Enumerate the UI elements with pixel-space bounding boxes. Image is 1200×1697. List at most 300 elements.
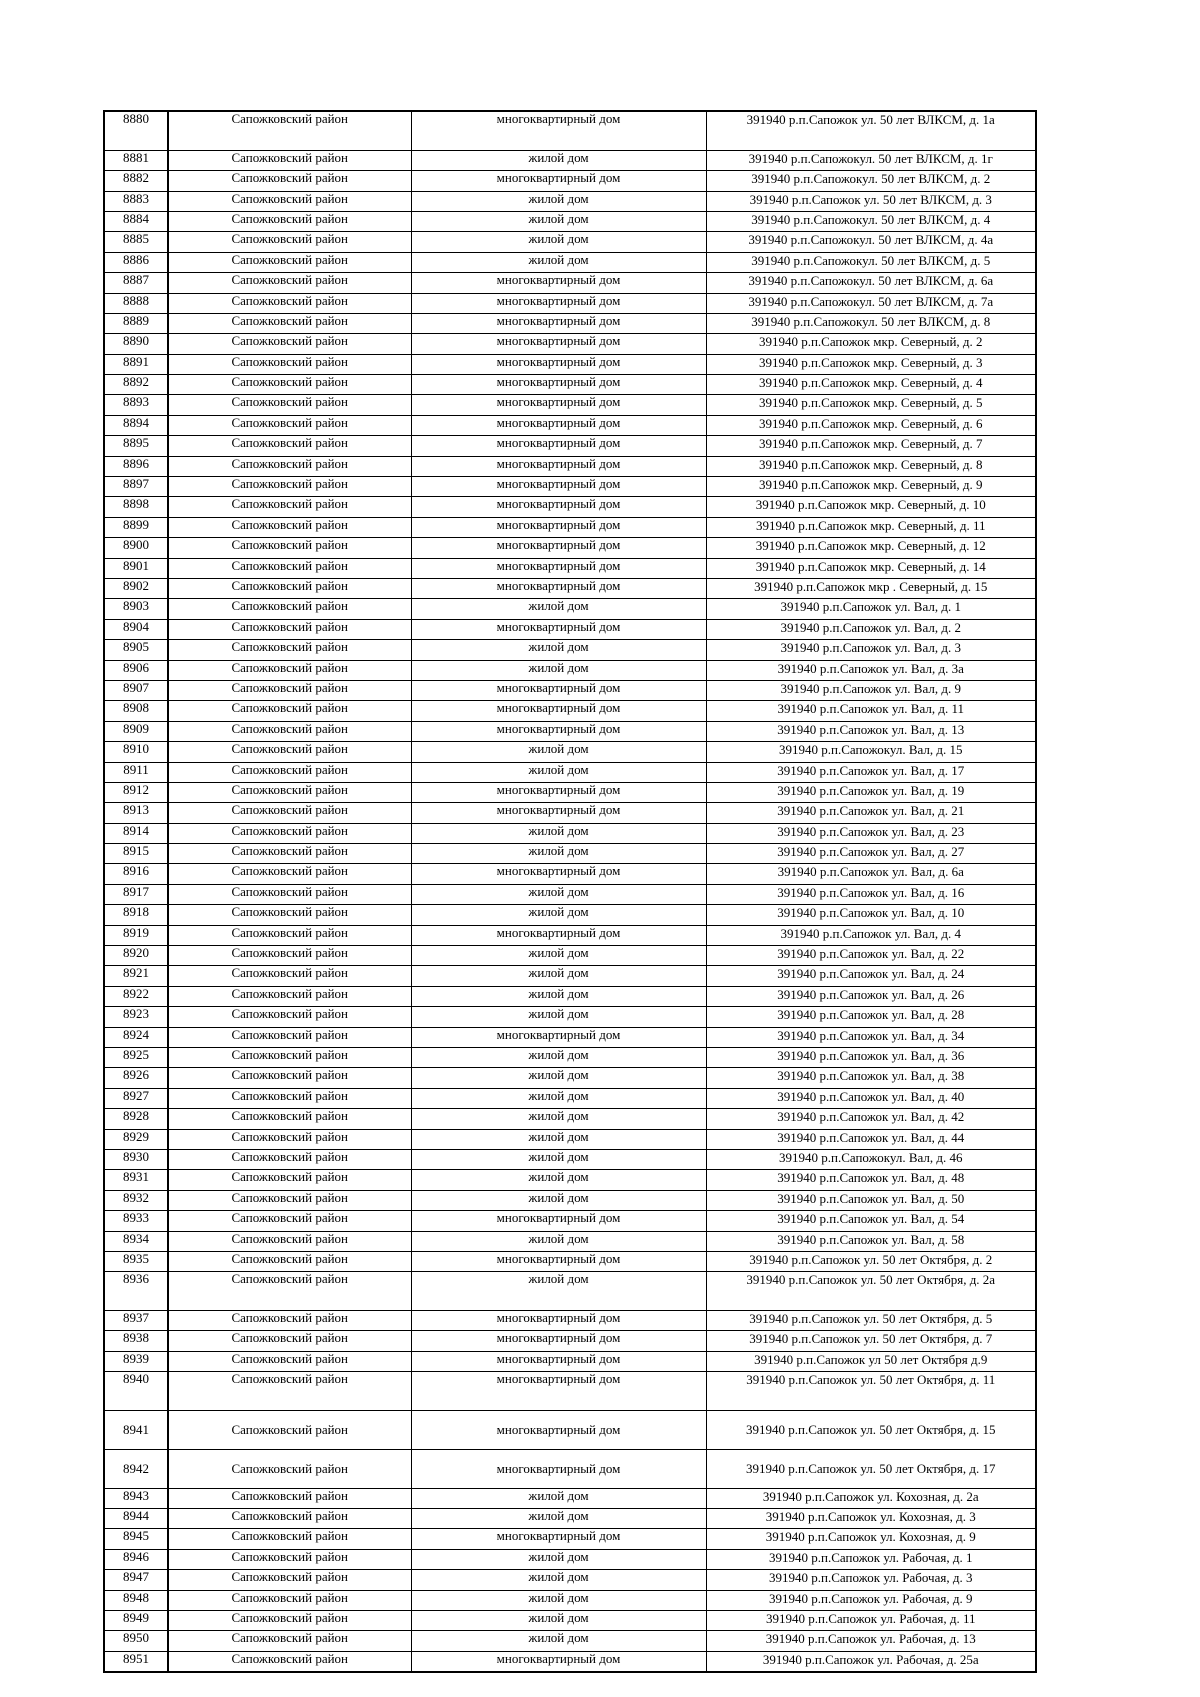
building-type-cell: жилой дом — [411, 1231, 706, 1251]
table-row — [104, 742, 1036, 762]
building-type-cell: жилой дом — [411, 211, 706, 231]
building-type-cell: жилой дом — [411, 1509, 706, 1529]
building-type-cell: многоквартирный дом — [411, 1211, 706, 1231]
row-number-cell: 8915 — [104, 844, 168, 864]
building-type-cell: многоквартирный дом — [411, 721, 706, 741]
building-type-cell: многоквартирный дом — [411, 782, 706, 802]
row-number-cell: 8891 — [104, 354, 168, 374]
table-row — [104, 1109, 1036, 1129]
row-number-cell: 8896 — [104, 456, 168, 476]
row-number-cell: 8950 — [104, 1631, 168, 1651]
row-number-cell: 8887 — [104, 273, 168, 293]
row-number-cell: 8895 — [104, 436, 168, 456]
table-row — [104, 1149, 1036, 1169]
district-cell: Сапожковский район — [168, 762, 411, 782]
row-number-cell: 8921 — [104, 966, 168, 986]
table-body — [104, 111, 1036, 1672]
table-row — [104, 762, 1036, 782]
building-type-cell: многоквартирный дом — [411, 517, 706, 537]
table-row — [104, 1610, 1036, 1630]
address-cell: 391940 р.п.Сапожок ул. Вал, д. 1 — [706, 599, 1036, 619]
district-cell: Сапожковский район — [168, 1251, 411, 1271]
address-cell: 391940 р.п.Сапожок ул. Вал, д. 21 — [706, 803, 1036, 823]
address-cell: 391940 р.п.Сапожок ул. Вал, д. 19 — [706, 782, 1036, 802]
district-cell: Сапожковский район — [168, 884, 411, 904]
table-row — [104, 1351, 1036, 1371]
address-cell: 391940 р.п.Сапожокул. Вал, д. 15 — [706, 742, 1036, 762]
district-cell: Сапожковский район — [168, 1610, 411, 1630]
table-row — [104, 415, 1036, 435]
building-type-cell: многоквартирный дом — [411, 375, 706, 395]
building-type-cell: многоквартирный дом — [411, 579, 706, 599]
address-cell: 391940 р.п.Сапожок ул. Вал, д. 28 — [706, 1007, 1036, 1027]
table-row — [104, 1509, 1036, 1529]
address-cell: 391940 р.п.Сапожок ул. Вал, д. 27 — [706, 844, 1036, 864]
table-row — [104, 905, 1036, 925]
address-cell: 391940 р.п.Сапожок ул. Вал, д. 34 — [706, 1027, 1036, 1047]
row-number-cell: 8888 — [104, 293, 168, 313]
row-number-cell: 8885 — [104, 232, 168, 252]
table-row — [104, 375, 1036, 395]
address-cell: 391940 р.п.Сапожокул. 50 лет ВЛКСМ, д. 7а — [706, 293, 1036, 313]
row-number-cell: 8880 — [104, 111, 168, 150]
address-cell: 391940 р.п.Сапожок мкр. Северный, д. 4 — [706, 375, 1036, 395]
row-number-cell: 8893 — [104, 395, 168, 415]
district-cell: Сапожковский район — [168, 782, 411, 802]
row-number-cell: 8924 — [104, 1027, 168, 1047]
table-row — [104, 1570, 1036, 1590]
row-number-cell: 8905 — [104, 640, 168, 660]
building-type-cell: многоквартирный дом — [411, 1651, 706, 1672]
building-type-cell: жилой дом — [411, 844, 706, 864]
table-row — [104, 1449, 1036, 1488]
row-number-cell: 8908 — [104, 701, 168, 721]
row-number-cell: 8922 — [104, 986, 168, 1006]
address-cell: 391940 р.п.Сапожок ул. Вал, д. 4 — [706, 925, 1036, 945]
building-type-cell: жилой дом — [411, 884, 706, 904]
district-cell: Сапожковский район — [168, 1027, 411, 1047]
table-row — [104, 1590, 1036, 1610]
district-cell: Сапожковский район — [168, 436, 411, 456]
district-cell: Сапожковский район — [168, 517, 411, 537]
district-cell: Сапожковский район — [168, 273, 411, 293]
building-type-cell: многоквартирный дом — [411, 273, 706, 293]
row-number-cell: 8882 — [104, 171, 168, 191]
district-cell: Сапожковский район — [168, 1109, 411, 1129]
address-cell: 391940 р.п.Сапожок мкр. Северный, д. 10 — [706, 497, 1036, 517]
address-cell: 391940 р.п.Сапожок ул. Рабочая, д. 13 — [706, 1631, 1036, 1651]
table-row — [104, 558, 1036, 578]
district-cell: Сапожковский район — [168, 1311, 411, 1331]
district-cell: Сапожковский район — [168, 1529, 411, 1549]
row-number-cell: 8925 — [104, 1047, 168, 1067]
district-cell: Сапожковский район — [168, 1631, 411, 1651]
building-type-cell: жилой дом — [411, 1610, 706, 1630]
building-type-cell: многоквартирный дом — [411, 354, 706, 374]
table-row — [104, 1372, 1036, 1411]
row-number-cell: 8944 — [104, 1509, 168, 1529]
row-number-cell: 8883 — [104, 191, 168, 211]
table-row — [104, 313, 1036, 333]
row-number-cell: 8899 — [104, 517, 168, 537]
table-row — [104, 1251, 1036, 1271]
district-cell: Сапожковский район — [168, 599, 411, 619]
building-type-cell: многоквартирный дом — [411, 111, 706, 150]
table-row — [104, 579, 1036, 599]
building-type-cell: жилой дом — [411, 1590, 706, 1610]
district-cell: Сапожковский район — [168, 456, 411, 476]
row-number-cell: 8918 — [104, 905, 168, 925]
building-type-cell: многоквартирный дом — [411, 1529, 706, 1549]
address-cell: 391940 р.п.Сапожок ул. Рабочая, д. 11 — [706, 1610, 1036, 1630]
row-number-cell: 8949 — [104, 1610, 168, 1630]
address-cell: 391940 р.п.Сапожок ул. Кохозная, д. 3 — [706, 1509, 1036, 1529]
address-cell: 391940 р.п.Сапожок мкр. Северный, д. 11 — [706, 517, 1036, 537]
row-number-cell: 8945 — [104, 1529, 168, 1549]
row-number-cell: 8903 — [104, 599, 168, 619]
building-type-cell: многоквартирный дом — [411, 334, 706, 354]
address-cell: 391940 р.п.Сапожок ул. Вал, д. 10 — [706, 905, 1036, 925]
table-row — [104, 395, 1036, 415]
district-cell: Сапожковский район — [168, 660, 411, 680]
address-cell: 391940 р.п.Сапожок ул. Вал, д. 50 — [706, 1190, 1036, 1210]
district-cell: Сапожковский район — [168, 334, 411, 354]
building-type-cell: жилой дом — [411, 1488, 706, 1508]
table-row — [104, 1211, 1036, 1231]
building-type-cell: многоквартирный дом — [411, 497, 706, 517]
row-number-cell: 8913 — [104, 803, 168, 823]
address-cell: 391940 р.п.Сапожок мкр. Северный, д. 3 — [706, 354, 1036, 374]
district-cell: Сапожковский район — [168, 1411, 411, 1450]
table-row — [104, 436, 1036, 456]
row-number-cell: 8928 — [104, 1109, 168, 1129]
row-number-cell: 8898 — [104, 497, 168, 517]
address-cell: 391940 р.п.Сапожок ул. Вал, д. 22 — [706, 946, 1036, 966]
district-cell: Сапожковский район — [168, 1211, 411, 1231]
table-row — [104, 946, 1036, 966]
building-type-cell: многоквартирный дом — [411, 558, 706, 578]
address-cell: 391940 р.п.Сапожок ул. Вал, д. 24 — [706, 966, 1036, 986]
address-cell: 391940 р.п.Сапожок ул. Вал, д. 3 — [706, 640, 1036, 660]
table-row — [104, 660, 1036, 680]
table-row — [104, 334, 1036, 354]
district-cell: Сапожковский район — [168, 1272, 411, 1311]
building-type-cell: многоквартирный дом — [411, 456, 706, 476]
row-number-cell: 8910 — [104, 742, 168, 762]
row-number-cell: 8892 — [104, 375, 168, 395]
district-cell: Сапожковский район — [168, 354, 411, 374]
district-cell: Сапожковский район — [168, 640, 411, 660]
district-cell: Сапожковский район — [168, 538, 411, 558]
address-cell: 391940 р.п.Сапожок ул. Вал, д. 44 — [706, 1129, 1036, 1149]
building-type-cell: жилой дом — [411, 640, 706, 660]
row-number-cell: 8936 — [104, 1272, 168, 1311]
district-cell: Сапожковский район — [168, 415, 411, 435]
row-number-cell: 8919 — [104, 925, 168, 945]
row-number-cell: 8907 — [104, 680, 168, 700]
district-cell: Сапожковский район — [168, 1351, 411, 1371]
district-cell: Сапожковский район — [168, 946, 411, 966]
row-number-cell: 8927 — [104, 1088, 168, 1108]
district-cell: Сапожковский район — [168, 966, 411, 986]
row-number-cell: 8947 — [104, 1570, 168, 1590]
address-cell: 391940 р.п.Сапожок ул. Рабочая, д. 25а — [706, 1651, 1036, 1672]
row-number-cell: 8906 — [104, 660, 168, 680]
address-cell: 391940 р.п.Сапожок ул. Вал, д. 3а — [706, 660, 1036, 680]
district-cell: Сапожковский район — [168, 1651, 411, 1672]
district-cell: Сапожковский район — [168, 1590, 411, 1610]
address-cell: 391940 р.п.Сапожок ул. Рабочая, д. 3 — [706, 1570, 1036, 1590]
district-cell: Сапожковский район — [168, 579, 411, 599]
building-type-cell: многоквартирный дом — [411, 803, 706, 823]
row-number-cell: 8935 — [104, 1251, 168, 1271]
table-row — [104, 844, 1036, 864]
district-cell: Сапожковский район — [168, 1149, 411, 1169]
building-type-cell: многоквартирный дом — [411, 1027, 706, 1047]
address-cell: 391940 р.п.Сапожок ул. Вал, д. 48 — [706, 1170, 1036, 1190]
row-number-cell: 8933 — [104, 1211, 168, 1231]
address-cell: 391940 р.п.Сапожок ул. Вал, д. 16 — [706, 884, 1036, 904]
building-type-cell: жилой дом — [411, 1272, 706, 1311]
building-type-cell: многоквартирный дом — [411, 1351, 706, 1371]
table-row — [104, 986, 1036, 1006]
district-cell: Сапожковский район — [168, 558, 411, 578]
table-row — [104, 538, 1036, 558]
building-type-cell: жилой дом — [411, 1007, 706, 1027]
row-number-cell: 8937 — [104, 1311, 168, 1331]
district-cell: Сапожковский район — [168, 150, 411, 170]
building-type-cell: многоквартирный дом — [411, 680, 706, 700]
table-row — [104, 273, 1036, 293]
table-row — [104, 150, 1036, 170]
building-type-cell: жилой дом — [411, 1068, 706, 1088]
building-type-cell: многоквартирный дом — [411, 415, 706, 435]
building-type-cell: многоквартирный дом — [411, 619, 706, 639]
building-type-cell: многоквартирный дом — [411, 1449, 706, 1488]
table-row — [104, 1311, 1036, 1331]
row-number-cell: 8909 — [104, 721, 168, 741]
table-row — [104, 1088, 1036, 1108]
row-number-cell: 8932 — [104, 1190, 168, 1210]
row-number-cell: 8902 — [104, 579, 168, 599]
row-number-cell: 8917 — [104, 884, 168, 904]
building-type-cell: жилой дом — [411, 191, 706, 211]
housing-registry-table — [103, 110, 1037, 1673]
building-type-cell: жилой дом — [411, 1549, 706, 1569]
district-cell: Сапожковский район — [168, 986, 411, 1006]
row-number-cell: 8886 — [104, 252, 168, 272]
row-number-cell: 8946 — [104, 1549, 168, 1569]
address-cell: 391940 р.п.Сапожокул. 50 лет ВЛКСМ, д. 6а — [706, 273, 1036, 293]
table-row — [104, 1007, 1036, 1027]
table-row — [104, 252, 1036, 272]
table-row — [104, 191, 1036, 211]
district-cell: Сапожковский район — [168, 742, 411, 762]
address-cell: 391940 р.п.Сапожок мкр. Северный, д. 5 — [706, 395, 1036, 415]
row-number-cell: 8934 — [104, 1231, 168, 1251]
address-cell: 391940 р.п.Сапожокул. 50 лет ВЛКСМ, д. 5 — [706, 252, 1036, 272]
address-cell: 391940 р.п.Сапожок ул. Кохозная, д. 9 — [706, 1529, 1036, 1549]
row-number-cell: 8901 — [104, 558, 168, 578]
row-number-cell: 8943 — [104, 1488, 168, 1508]
row-number-cell: 8916 — [104, 864, 168, 884]
row-number-cell: 8926 — [104, 1068, 168, 1088]
address-cell: 391940 р.п.Сапожок ул. 50 лет Октября, д. 7 — [706, 1331, 1036, 1351]
address-cell: 391940 р.п.Сапожокул. 50 лет ВЛКСМ, д. 2 — [706, 171, 1036, 191]
row-number-cell: 8929 — [104, 1129, 168, 1149]
table-row — [104, 966, 1036, 986]
address-cell: 391940 р.п.Сапожок ул. 50 лет ВЛКСМ, д. 3 — [706, 191, 1036, 211]
table-row — [104, 823, 1036, 843]
address-cell: 391940 р.п.Сапожок ул. 50 лет ВЛКСМ, д. 1а — [706, 111, 1036, 150]
district-cell: Сапожковский район — [168, 905, 411, 925]
row-number-cell: 8884 — [104, 211, 168, 231]
building-type-cell: жилой дом — [411, 1170, 706, 1190]
district-cell: Сапожковский район — [168, 1449, 411, 1488]
building-type-cell: многоквартирный дом — [411, 293, 706, 313]
building-type-cell: многоквартирный дом — [411, 1372, 706, 1411]
row-number-cell: 8904 — [104, 619, 168, 639]
district-cell: Сапожковский район — [168, 803, 411, 823]
district-cell: Сапожковский район — [168, 1509, 411, 1529]
building-type-cell: жилой дом — [411, 232, 706, 252]
building-type-cell: жилой дом — [411, 762, 706, 782]
district-cell: Сапожковский район — [168, 1170, 411, 1190]
district-cell: Сапожковский район — [168, 823, 411, 843]
building-type-cell: многоквартирный дом — [411, 477, 706, 497]
address-cell: 391940 р.п.Сапожок ул. 50 лет Октября, д. 15 — [706, 1411, 1036, 1450]
table-row — [104, 211, 1036, 231]
district-cell: Сапожковский район — [168, 1129, 411, 1149]
table-row — [104, 1549, 1036, 1569]
building-type-cell: многоквартирный дом — [411, 1331, 706, 1351]
table-row — [104, 1272, 1036, 1311]
address-cell: 391940 р.п.Сапожок ул. Вал, д. 13 — [706, 721, 1036, 741]
district-cell: Сапожковский район — [168, 1372, 411, 1411]
district-cell: Сапожковский район — [168, 395, 411, 415]
building-type-cell: многоквартирный дом — [411, 313, 706, 333]
row-number-cell: 8894 — [104, 415, 168, 435]
district-cell: Сапожковский район — [168, 375, 411, 395]
district-cell: Сапожковский район — [168, 252, 411, 272]
table-row — [104, 640, 1036, 660]
address-cell: 391940 р.п.Сапожок мкр. Северный, д. 7 — [706, 436, 1036, 456]
address-cell: 391940 р.п.Сапожок ул. 50 лет Октября, д. 2а — [706, 1272, 1036, 1311]
table-row — [104, 171, 1036, 191]
building-type-cell: жилой дом — [411, 966, 706, 986]
table-row — [104, 721, 1036, 741]
table-row — [104, 1231, 1036, 1251]
district-cell: Сапожковский район — [168, 619, 411, 639]
table-row — [104, 1027, 1036, 1047]
building-type-cell: жилой дом — [411, 1109, 706, 1129]
building-type-cell: жилой дом — [411, 946, 706, 966]
address-cell: 391940 р.п.Сапожок ул. Вал, д. 38 — [706, 1068, 1036, 1088]
address-cell: 391940 р.п.Сапожок ул. Вал, д. 9 — [706, 680, 1036, 700]
address-cell: 391940 р.п.Сапожок ул. 50 лет Октября, д. 11 — [706, 1372, 1036, 1411]
address-cell: 391940 р.п.Сапожок ул. Вал, д. 6а — [706, 864, 1036, 884]
district-cell: Сапожковский район — [168, 1047, 411, 1067]
table-row — [104, 111, 1036, 150]
address-cell: 391940 р.п.Сапожок ул. Вал, д. 11 — [706, 701, 1036, 721]
row-number-cell: 8912 — [104, 782, 168, 802]
building-type-cell: жилой дом — [411, 660, 706, 680]
address-cell: 391940 р.п.Сапожокул. 50 лет ВЛКСМ, д. 1г — [706, 150, 1036, 170]
district-cell: Сапожковский район — [168, 1190, 411, 1210]
district-cell: Сапожковский район — [168, 232, 411, 252]
district-cell: Сапожковский район — [168, 1231, 411, 1251]
district-cell: Сапожковский район — [168, 721, 411, 741]
address-cell: 391940 р.п.Сапожок мкр. Северный, д. 8 — [706, 456, 1036, 476]
district-cell: Сапожковский район — [168, 844, 411, 864]
address-cell: 391940 р.п.Сапожок ул. Рабочая, д. 9 — [706, 1590, 1036, 1610]
table-row — [104, 1068, 1036, 1088]
table-row — [104, 1488, 1036, 1508]
district-cell: Сапожковский район — [168, 1331, 411, 1351]
row-number-cell: 8897 — [104, 477, 168, 497]
table-row — [104, 1411, 1036, 1450]
district-cell: Сапожковский район — [168, 497, 411, 517]
district-cell: Сапожковский район — [168, 1488, 411, 1508]
district-cell: Сапожковский район — [168, 191, 411, 211]
table-row — [104, 864, 1036, 884]
address-cell: 391940 р.п.Сапожок мкр. Северный, д. 12 — [706, 538, 1036, 558]
building-type-cell: жилой дом — [411, 1190, 706, 1210]
address-cell: 391940 р.п.Сапожок ул. Вал, д. 42 — [706, 1109, 1036, 1129]
table-row — [104, 1047, 1036, 1067]
table-row — [104, 293, 1036, 313]
address-cell: 391940 р.п.Сапожок мкр. Северный, д. 6 — [706, 415, 1036, 435]
address-cell: 391940 р.п.Сапожокул. 50 лет ВЛКСМ, д. 8 — [706, 313, 1036, 333]
address-cell: 391940 р.п.Сапожок ул. Вал, д. 36 — [706, 1047, 1036, 1067]
district-cell: Сапожковский район — [168, 925, 411, 945]
address-cell: 391940 р.п.Сапожок ул. 50 лет Октября, д. 2 — [706, 1251, 1036, 1271]
district-cell: Сапожковский район — [168, 680, 411, 700]
building-type-cell: жилой дом — [411, 823, 706, 843]
building-type-cell: жилой дом — [411, 599, 706, 619]
table-row — [104, 477, 1036, 497]
table-row — [104, 782, 1036, 802]
building-type-cell: многоквартирный дом — [411, 1311, 706, 1331]
building-type-cell: жилой дом — [411, 1570, 706, 1590]
table-row — [104, 1190, 1036, 1210]
building-type-cell: многоквартирный дом — [411, 395, 706, 415]
address-cell: 391940 р.п.Сапожок ул 50 лет Октября д.9 — [706, 1351, 1036, 1371]
district-cell: Сапожковский район — [168, 211, 411, 231]
district-cell: Сапожковский район — [168, 1007, 411, 1027]
row-number-cell: 8881 — [104, 150, 168, 170]
address-cell: 391940 р.п.Сапожок мкр. Северный, д. 14 — [706, 558, 1036, 578]
table-row — [104, 354, 1036, 374]
table-row — [104, 701, 1036, 721]
table-row — [104, 1529, 1036, 1549]
building-type-cell: многоквартирный дом — [411, 1251, 706, 1271]
table-row — [104, 456, 1036, 476]
row-number-cell: 8890 — [104, 334, 168, 354]
address-cell: 391940 р.п.Сапожокул. Вал, д. 46 — [706, 1149, 1036, 1169]
building-type-cell: жилой дом — [411, 1088, 706, 1108]
row-number-cell: 8939 — [104, 1351, 168, 1371]
district-cell: Сапожковский район — [168, 293, 411, 313]
building-type-cell: многоквартирный дом — [411, 171, 706, 191]
building-type-cell: многоквартирный дом — [411, 925, 706, 945]
building-type-cell: жилой дом — [411, 1129, 706, 1149]
address-cell: 391940 р.п.Сапожок мкр . Северный, д. 15 — [706, 579, 1036, 599]
building-type-cell: многоквартирный дом — [411, 864, 706, 884]
row-number-cell: 8911 — [104, 762, 168, 782]
table-row — [104, 599, 1036, 619]
table-row — [104, 1129, 1036, 1149]
